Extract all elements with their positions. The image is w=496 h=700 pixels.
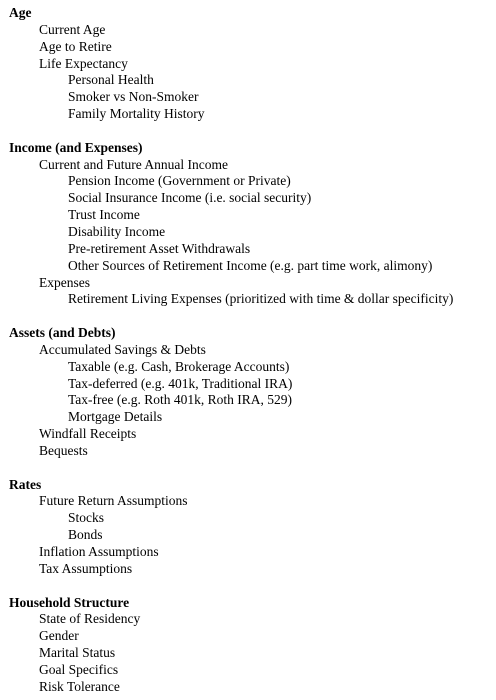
outline-item: Marital Status bbox=[39, 645, 116, 661]
section-title: Income (and Expenses) bbox=[9, 139, 143, 155]
outline-subitem: Smoker vs Non-Smoker bbox=[68, 89, 199, 105]
outline-item: Gender bbox=[39, 628, 79, 644]
section-spacer bbox=[9, 308, 496, 325]
outline-item: Risk Tolerance bbox=[39, 678, 120, 694]
outline-section bbox=[9, 5, 496, 123]
section-spacer bbox=[9, 123, 496, 140]
outline-subitem: Trust Income bbox=[68, 207, 140, 223]
outline-document bbox=[9, 5, 496, 696]
outline-section bbox=[9, 477, 496, 578]
outline-subitem: Pension Income (Government or Private) bbox=[68, 173, 291, 189]
outline-item: Current and Future Annual Income bbox=[39, 156, 228, 172]
outline-subitem: Retirement Living Expenses (prioritized with time & dollar specificity) bbox=[68, 291, 454, 307]
outline-item: Expenses bbox=[39, 274, 90, 290]
section-spacer bbox=[9, 578, 496, 595]
outline-item: Age to Retire bbox=[39, 38, 112, 54]
section-title: Household Structure bbox=[9, 594, 130, 610]
outline-item: Future Return Assumptions bbox=[39, 493, 188, 509]
outline-subitem: Other Sources of Retirement Income (e.g. part time work, alimony) bbox=[68, 257, 433, 273]
outline-subitem: Taxable (e.g. Cash, Brokerage Accounts) bbox=[68, 358, 290, 374]
outline-subitem: Family Mortality History bbox=[68, 106, 205, 122]
section-spacer bbox=[9, 460, 496, 477]
outline-item: Goal Specifics bbox=[39, 661, 119, 677]
outline-subitem: Personal Health bbox=[68, 72, 154, 88]
outline-subitem: Social Insurance Income (i.e. social security) bbox=[68, 190, 312, 206]
outline-section bbox=[9, 595, 496, 696]
outline-item: Tax Assumptions bbox=[39, 560, 133, 576]
outline-subitem: Stocks bbox=[68, 510, 105, 526]
outline-item: Life Expectancy bbox=[39, 55, 128, 71]
outline-section bbox=[9, 325, 496, 460]
outline-item: Inflation Assumptions bbox=[39, 544, 159, 559]
outline-item: Accumulated Savings & Debts bbox=[39, 341, 206, 357]
outline-item: Current Age bbox=[39, 21, 106, 37]
section-title: Rates bbox=[9, 476, 42, 492]
outline-section bbox=[9, 140, 496, 308]
outline-item: Bequests bbox=[39, 442, 88, 458]
section-title: Age bbox=[9, 5, 32, 20]
section-title: Assets (and Debts) bbox=[9, 325, 116, 341]
outline-item: Windfall Receipts bbox=[39, 426, 137, 442]
outline-subitem: Bonds bbox=[68, 527, 103, 543]
outline-item: State of Residency bbox=[39, 611, 141, 627]
outline-subitem: Tax-free (e.g. Roth 401k, Roth IRA, 529) bbox=[68, 392, 293, 408]
outline-subitem: Pre-retirement Asset Withdrawals bbox=[68, 240, 251, 256]
outline-subitem: Tax-deferred (e.g. 401k, Traditional IRA) bbox=[68, 375, 293, 391]
outline-subitem: Disability Income bbox=[68, 223, 166, 239]
outline-subitem: Mortgage Details bbox=[68, 409, 163, 425]
